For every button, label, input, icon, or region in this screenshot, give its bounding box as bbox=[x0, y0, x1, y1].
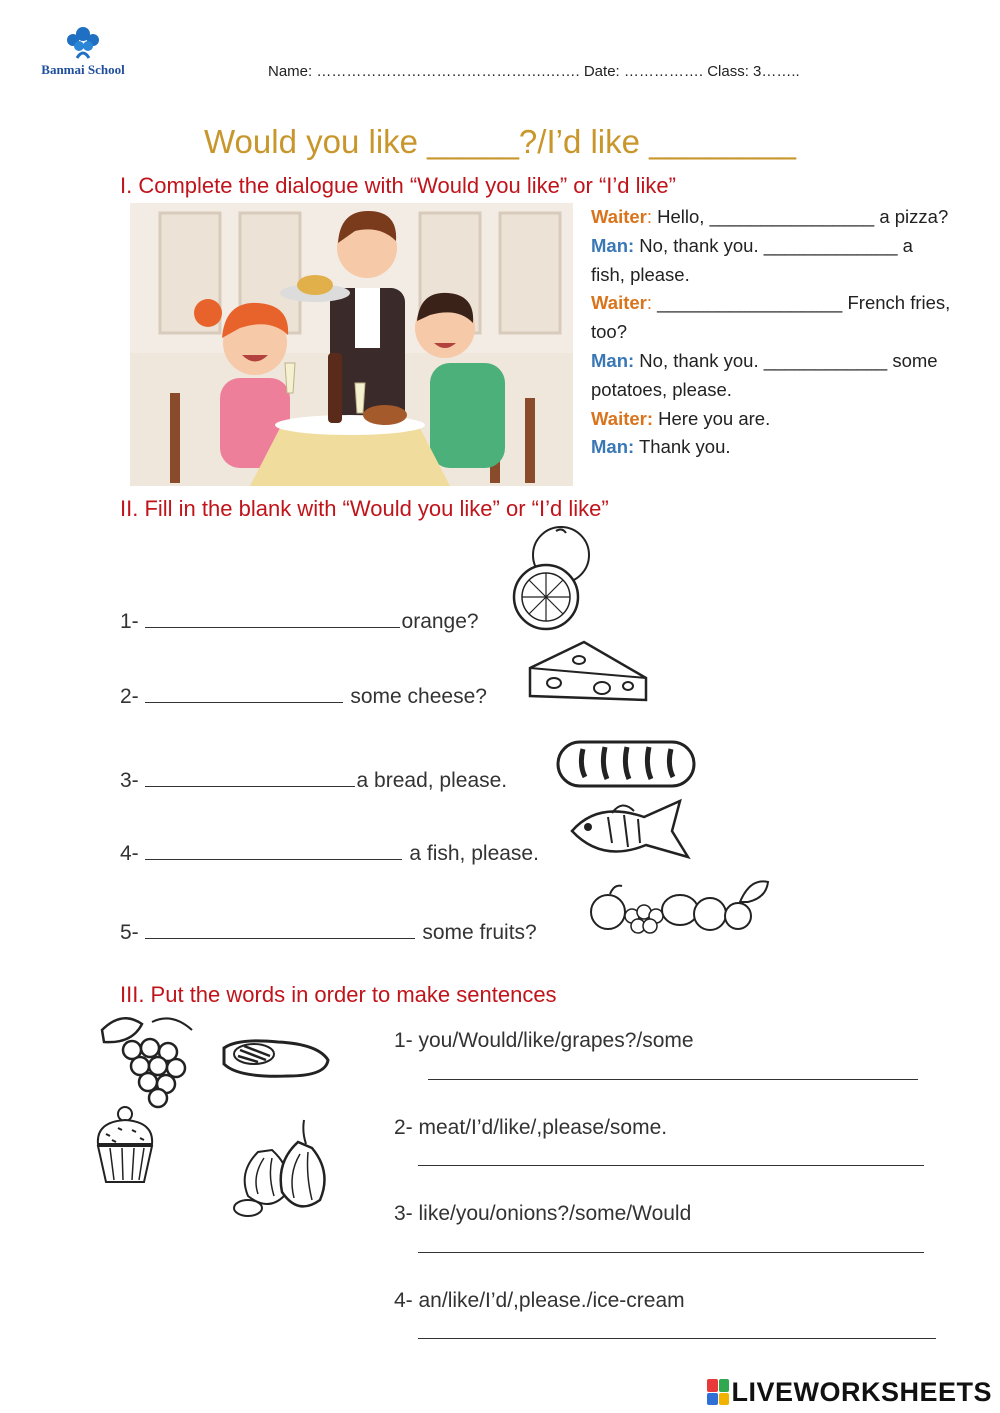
fill-item-5 bbox=[120, 920, 537, 945]
item-number: 1- bbox=[120, 610, 139, 633]
item-text: a fish, please. bbox=[403, 842, 539, 865]
dialogue-line-3[interactable] bbox=[591, 289, 951, 347]
dialogue-text: No, thank you. _____________ a fish, please. bbox=[591, 234, 913, 285]
dialogue-text: Thank you. bbox=[634, 436, 731, 458]
grapes-icon bbox=[92, 1010, 204, 1110]
item-text: orange? bbox=[401, 610, 479, 633]
order-item-3: 3- like/you/onions?/some/Would bbox=[394, 1202, 692, 1225]
school-logo bbox=[28, 24, 138, 84]
item-number: 5- bbox=[120, 921, 139, 944]
fish-icon bbox=[568, 795, 694, 865]
speaker-waiter: Waiter bbox=[591, 292, 647, 314]
speaker-man: Man: bbox=[591, 436, 635, 458]
fruits-icon bbox=[570, 872, 780, 942]
dialogue-text: Hello, ________________ a pizza? bbox=[652, 206, 949, 227]
answer-blank[interactable] bbox=[145, 609, 400, 628]
dialogue-line-2[interactable] bbox=[591, 232, 951, 290]
onion-icon bbox=[228, 1112, 338, 1222]
answer-blank[interactable] bbox=[145, 768, 355, 787]
dialogue-line-6 bbox=[591, 433, 951, 462]
brand-name: LIVEWORKSHEETS bbox=[731, 1376, 992, 1407]
flower-logo-icon bbox=[57, 24, 109, 60]
speaker-waiter: Waiter: bbox=[591, 407, 654, 429]
fill-item-2 bbox=[120, 684, 487, 709]
cupcake-icon bbox=[92, 1104, 158, 1186]
student-info-line[interactable]: Name: ……………………………………….……. Date: ……………. Class: 3…….. bbox=[268, 63, 800, 80]
school-name: Banmai School bbox=[41, 62, 125, 77]
dialogue-line-5 bbox=[591, 405, 951, 434]
answer-line-1[interactable] bbox=[428, 1079, 918, 1080]
answer-line-4[interactable] bbox=[418, 1338, 936, 1339]
dialogue-text: No, thank you. ____________ some potatoes, please. bbox=[591, 349, 938, 400]
section3-heading: III. Put the words in order to make sentences bbox=[120, 982, 557, 1007]
dialogue-box bbox=[591, 203, 951, 462]
order-item-1: 1- you/Would/like/grapes?/some bbox=[394, 1029, 694, 1052]
speaker-waiter: Waiter bbox=[591, 206, 647, 227]
item-text: some cheese? bbox=[344, 685, 487, 708]
fill-item-3 bbox=[120, 768, 507, 793]
section1-heading: I. Complete the dialogue with “Would you like” or “I’d like” bbox=[120, 173, 676, 198]
steak-icon bbox=[218, 1034, 334, 1082]
answer-line-3[interactable] bbox=[418, 1252, 924, 1253]
dialogue-line-4[interactable] bbox=[591, 347, 951, 405]
speaker-separator: : bbox=[646, 206, 652, 227]
dialogue-text: Here you are. bbox=[653, 407, 771, 429]
speaker-man: Man: bbox=[591, 234, 635, 256]
worksheet-title: Would you like _____?/I’d like ________ bbox=[204, 123, 796, 160]
dialogue-text: __________________ French fries, too? bbox=[591, 292, 951, 343]
item-number: 3- bbox=[120, 769, 139, 792]
dialogue-line-1[interactable] bbox=[591, 203, 951, 232]
restaurant-scene-illustration bbox=[130, 203, 573, 486]
bread-icon bbox=[555, 737, 699, 791]
answer-blank[interactable] bbox=[145, 841, 402, 860]
liveworksheets-logo-icon bbox=[707, 1379, 729, 1405]
fill-item-4 bbox=[120, 841, 539, 866]
fill-item-1 bbox=[120, 609, 479, 634]
speaker-separator: : bbox=[646, 292, 652, 314]
answer-blank[interactable] bbox=[145, 684, 343, 703]
answer-blank[interactable] bbox=[145, 920, 415, 939]
item-text: a bread, please. bbox=[356, 769, 508, 792]
answer-line-2[interactable] bbox=[418, 1165, 924, 1166]
order-item-4: 4- an/like/I’d/,please./ice-cream bbox=[394, 1289, 685, 1312]
speaker-man: Man: bbox=[591, 349, 635, 371]
orange-icon bbox=[506, 525, 598, 633]
item-number: 4- bbox=[120, 842, 139, 865]
item-number: 2- bbox=[120, 685, 139, 708]
item-text: some fruits? bbox=[416, 921, 537, 944]
cheese-icon bbox=[524, 638, 652, 710]
liveworksheets-brand bbox=[707, 1376, 992, 1408]
section2-heading: II. Fill in the blank with “Would you like” or “I’d like” bbox=[120, 496, 609, 521]
order-item-2: 2- meat/I’d/like/,please/some. bbox=[394, 1116, 668, 1139]
